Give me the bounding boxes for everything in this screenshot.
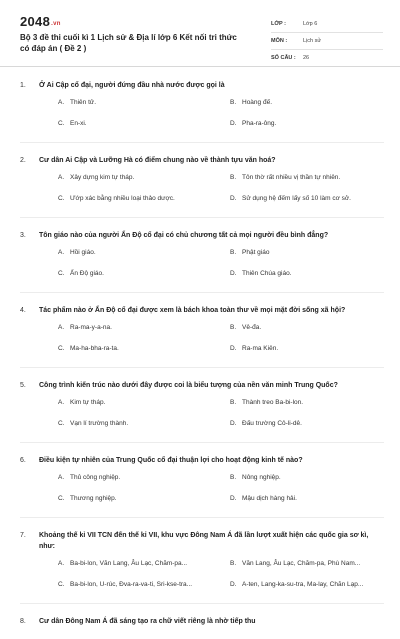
answer-row	[39, 323, 384, 344]
option-text: Ba-bi-lon, Văn Lang, Âu Lạc, Chăm-pa...	[70, 560, 188, 567]
option-letter: D.	[230, 581, 237, 588]
option-text: Vê-đa.	[242, 324, 262, 331]
answer-row	[39, 494, 384, 515]
option-letter: A.	[58, 249, 65, 256]
question-prompt: Khoảng thế kỉ VII TCN đến thế kỉ VII, khu vực Đông Nam Á đã lần lượt xuất hiện các quốc gia sơ kì, như:	[39, 532, 369, 550]
answer-option[interactable]	[230, 323, 385, 333]
question-number: 5.	[20, 382, 26, 389]
option-letter: D.	[230, 195, 237, 202]
answer-option[interactable]	[230, 580, 385, 590]
question-number: 1.	[20, 82, 26, 89]
question-item	[20, 80, 384, 143]
answer-row	[39, 580, 384, 601]
answer-options	[20, 173, 384, 215]
option-text: Nông nghiệp.	[242, 474, 281, 481]
question-separator	[20, 517, 384, 518]
meta-value: Lớp 6	[303, 21, 318, 27]
logo-main: 2048	[20, 14, 51, 29]
question-item	[20, 305, 384, 368]
option-text: Ra-ma-y-a-na.	[70, 324, 112, 331]
site-logo[interactable]	[20, 14, 61, 29]
question-prompt: Tác phẩm nào ở Ấn Độ cổ đại được xem là bách khoa toàn thư về mọi mặt đời sống xã hội?	[39, 307, 346, 314]
option-letter: A.	[58, 174, 65, 181]
answer-option[interactable]	[58, 473, 213, 483]
question-item	[20, 455, 384, 518]
option-letter: D.	[230, 120, 237, 127]
answer-option[interactable]	[58, 248, 213, 258]
option-text: Thương nghiệp.	[70, 495, 117, 502]
option-text: Ướp xác bằng nhiều loại thảo dược.	[70, 195, 175, 202]
answer-option[interactable]	[230, 248, 385, 258]
answer-option[interactable]	[230, 559, 385, 569]
question-number: 7.	[20, 532, 26, 539]
answer-row	[39, 398, 384, 419]
answer-option[interactable]	[230, 194, 385, 204]
option-text: Hồi giáo.	[70, 249, 96, 256]
option-letter: D.	[230, 345, 237, 352]
question-text	[20, 616, 384, 627]
meta-key: LỚP :	[271, 21, 286, 27]
answer-options	[20, 323, 384, 365]
answer-option[interactable]	[230, 269, 385, 279]
answer-option[interactable]	[58, 119, 213, 129]
meta-row-grade	[271, 16, 383, 33]
option-text: Phật giáo	[242, 249, 270, 256]
meta-row-subject	[271, 33, 383, 50]
answer-row	[39, 119, 384, 140]
option-text: Kim tự tháp.	[70, 399, 106, 406]
option-letter: B.	[230, 474, 237, 481]
answer-option[interactable]	[230, 173, 385, 183]
question-text	[20, 380, 384, 391]
question-separator	[20, 142, 384, 143]
answer-option[interactable]	[230, 344, 385, 354]
answer-option[interactable]	[58, 269, 213, 279]
option-letter: D.	[230, 270, 237, 277]
question-separator	[20, 603, 384, 604]
option-letter: A.	[58, 99, 65, 106]
option-text: Ba-bi-lon, U-rúc, Đva-ra-va-ti, Sri-kse-tra...	[70, 581, 193, 588]
option-text: En-xi.	[70, 120, 87, 127]
answer-option[interactable]	[58, 580, 213, 590]
question-number: 8.	[20, 618, 26, 625]
option-text: Hoàng đế.	[242, 99, 272, 106]
answer-row	[39, 473, 384, 494]
option-text: Pha-ra-ông.	[242, 120, 277, 127]
document-header	[20, 14, 384, 64]
answer-option[interactable]	[230, 98, 385, 108]
answer-option[interactable]	[58, 419, 213, 429]
answer-option[interactable]	[58, 559, 213, 569]
question-text	[20, 155, 384, 166]
answer-row	[39, 344, 384, 365]
option-text: Xây dựng kim tự tháp.	[70, 174, 135, 181]
option-text: Văn Lang, Âu Lạc, Chăm-pa, Phù Nam...	[242, 560, 361, 567]
option-text: Đấu trường Cô-li-dê.	[242, 420, 302, 427]
answer-option[interactable]	[230, 119, 385, 129]
option-text: Thiên tử.	[70, 99, 97, 106]
option-text: A-ten, Lang-ka-su-tra, Ma-lay, Chăn Lạp...	[242, 581, 364, 588]
question-number: 3.	[20, 232, 26, 239]
question-text	[20, 230, 384, 241]
question-text	[20, 80, 384, 91]
answer-options	[20, 98, 384, 140]
option-letter: A.	[58, 324, 65, 331]
question-list	[20, 80, 384, 639]
option-text: Ra-ma Kiên.	[242, 345, 279, 352]
option-letter: C.	[58, 270, 65, 277]
option-text: Thành treo Ba-bi-lon.	[242, 399, 304, 406]
question-item	[20, 530, 384, 604]
option-letter: C.	[58, 345, 65, 352]
answer-row	[39, 559, 384, 580]
option-letter: B.	[230, 399, 237, 406]
answer-option[interactable]	[58, 494, 213, 504]
question-prompt: Cư dân Ai Cập và Lưỡng Hà có điểm chung nào về thành tựu văn hoá?	[39, 157, 276, 164]
document-title: Bộ 3 đề thi cuối kì 1 Lịch sử & Địa lí lớp 6 Kết nối tri thức có đáp án ( Đề 2 )	[20, 33, 237, 53]
meta-key: SỐ CÂU :	[271, 55, 296, 61]
option-letter: C.	[58, 495, 65, 502]
option-letter: B.	[230, 174, 237, 181]
question-separator	[20, 292, 384, 293]
answer-option[interactable]	[230, 398, 385, 408]
meta-value: Lịch sử	[303, 38, 322, 44]
question-item	[20, 230, 384, 293]
option-letter: C.	[58, 581, 65, 588]
option-letter: C.	[58, 120, 65, 127]
question-number: 2.	[20, 157, 26, 164]
answer-row	[39, 194, 384, 215]
question-text	[20, 455, 384, 466]
option-letter: D.	[230, 420, 237, 427]
answer-options	[20, 559, 384, 601]
question-number: 4.	[20, 307, 26, 314]
option-text: Vạn lí trường thành.	[70, 420, 129, 427]
answer-option[interactable]	[58, 194, 213, 204]
option-letter: A.	[58, 399, 65, 406]
question-prompt: Cư dân Đông Nam Á đã sáng tạo ra chữ viết riêng là nhờ tiếp thu	[39, 618, 256, 625]
question-prompt: Tôn giáo nào của người Ấn Độ cổ đại có chủ chương tất cả mọi người đều bình đẳng?	[39, 232, 329, 239]
meta-row-count	[271, 50, 383, 67]
option-letter: C.	[58, 420, 65, 427]
meta-key: MÔN :	[271, 38, 288, 44]
answer-option[interactable]	[230, 419, 385, 429]
option-text: Mậu dịch hàng hải.	[242, 495, 297, 502]
answer-option[interactable]	[58, 98, 213, 108]
meta-table	[271, 16, 383, 67]
answer-options	[20, 473, 384, 515]
question-text	[20, 530, 384, 552]
answer-option[interactable]	[58, 398, 213, 408]
option-text: Thủ công nghiệp.	[70, 474, 121, 481]
option-text: Thiên Chúa giáo.	[242, 270, 292, 277]
answer-options	[20, 248, 384, 290]
option-text: Tôn thờ rất nhiều vị thần tự nhiên.	[242, 174, 341, 181]
question-text	[20, 305, 384, 316]
answer-option[interactable]	[230, 494, 385, 504]
question-item	[20, 155, 384, 218]
answer-option[interactable]	[58, 344, 213, 354]
answer-row	[39, 173, 384, 194]
option-text: Ma-ha-bha-ra-ta.	[70, 345, 119, 352]
question-separator	[20, 367, 384, 368]
answer-row	[39, 419, 384, 440]
answer-row	[39, 98, 384, 119]
question-item	[20, 616, 384, 627]
meta-value: 26	[303, 55, 310, 61]
logo-suffix: .vn	[51, 21, 61, 27]
answer-option[interactable]	[58, 173, 213, 183]
option-letter: B.	[230, 249, 237, 256]
answer-row	[39, 248, 384, 269]
option-text: Sử dụng hệ đếm lấy số 10 làm cơ sở.	[242, 195, 351, 202]
question-item	[20, 380, 384, 443]
question-separator	[20, 217, 384, 218]
header-divider	[0, 66, 400, 67]
answer-option[interactable]	[58, 323, 213, 333]
answer-options	[20, 398, 384, 440]
option-letter: B.	[230, 560, 237, 567]
option-letter: C.	[58, 195, 65, 202]
option-letter: A.	[58, 474, 65, 481]
answer-option[interactable]	[230, 473, 385, 483]
option-letter: B.	[230, 324, 237, 331]
question-separator	[20, 442, 384, 443]
option-letter: D.	[230, 495, 237, 502]
question-prompt: Điều kiện tự nhiên của Trung Quốc cổ đại thuận lợi cho hoạt động kinh tế nào?	[39, 457, 303, 464]
option-letter: A.	[58, 560, 65, 567]
answer-row	[39, 269, 384, 290]
question-number: 6.	[20, 457, 26, 464]
question-prompt: Công trình kiến trúc nào dưới đây được coi là biểu tượng của nền văn minh Trung Quốc?	[39, 382, 338, 389]
question-prompt: Ở Ai Cập cổ đại, người đứng đầu nhà nước được gọi là	[39, 82, 225, 89]
option-text: Ấn Độ giáo.	[70, 270, 104, 277]
option-letter: B.	[230, 99, 237, 106]
